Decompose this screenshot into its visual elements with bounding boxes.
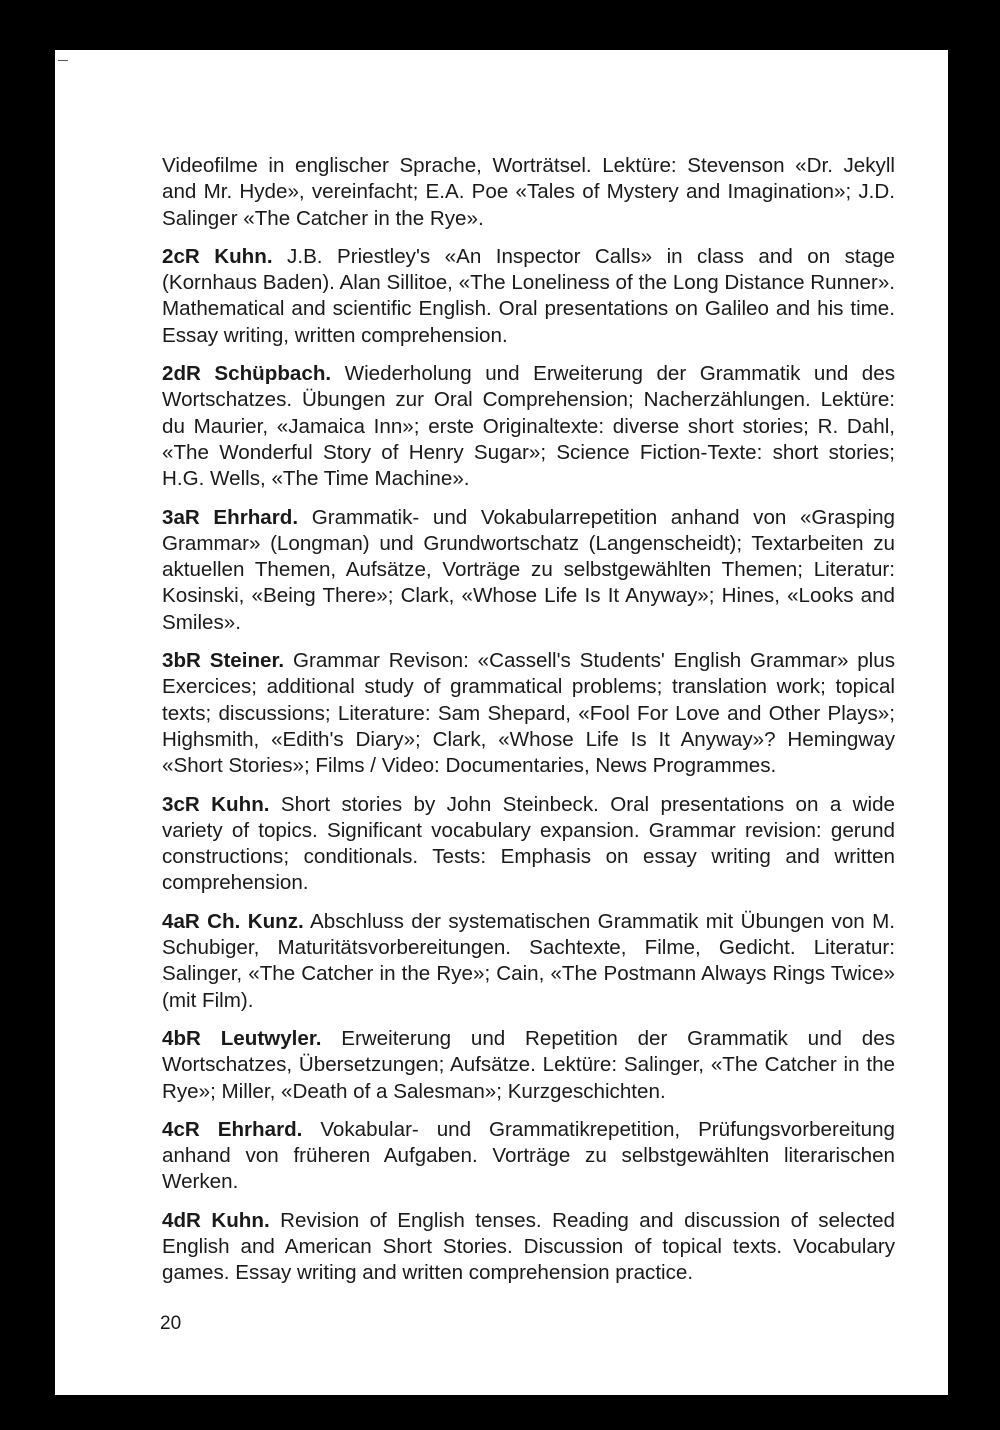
paragraph-2dr (162, 361, 895, 492)
paragraph-3br (162, 648, 895, 779)
paragraph-4br (162, 1026, 895, 1105)
paragraph-body: J.B. Priestley's «An Inspector Calls» in class and on stage (Kornhaus Baden). Alan Sillitoe, «The Loneliness of the Long Distance Runner». Mathematical and scientific English. Oral presentations on Galileo and his time. Essay writing, written comprehension. (162, 244, 895, 347)
paragraph-body: Grammar Revison: «Cassell's Students' English Grammar» plus Exercices; additional study of grammatical problems; translation work; topical texts; discussions; Literature: Sam Shepard, «Fool For Love and Other Plays»; Highsmith, «Edith's Diary»; Clark, «Whose Life Is It Anyway»? Hemingway «Short Stories»; Films / Video: Documentaries, News Programmes. (162, 649, 895, 778)
paragraph-intro (162, 153, 895, 232)
paragraph-2cr (162, 244, 895, 349)
document-page (55, 50, 948, 1395)
paragraph-4ar (162, 909, 895, 1014)
page-number: 20 (160, 1313, 182, 1334)
paragraph-3ar (162, 505, 895, 636)
scan-mark (58, 60, 68, 61)
class-heading: 2cR Kuhn. (162, 244, 273, 268)
paragraph-body: Abschluss der systematischen Grammatik mit Übungen von M. Schubiger, Maturitätsvorbereitungen. Sachtexte, Filme, Gedicht. Literatur: Salinger, «The Catcher in the Rye»; Cain, «The Postmann Always Rings Twice» (mit Film). (162, 909, 895, 1012)
paragraph-3cr (162, 792, 895, 897)
paragraph-body: Wiederholung und Erweiterung der Grammatik und des Wortschatzes. Übungen zur Oral Comprehension; Nacherzählungen. Lektüre: du Maurier, «Jamaica Inn»; erste Originaltexte: diverse short stories; R. Dahl, «The Wonderful Story of Henry Sugar»; Science Fiction-Texte: short stories; H.G. Wells, «The Time Machine». (162, 362, 895, 491)
page-content (162, 153, 895, 1299)
paragraph-body: Short stories by John Steinbeck. Oral presentations on a wide variety of topics. Significant vocabulary expansion. Grammar revision: gerund constructions; conditionals. Tests: Emphasis on essay writing and written comprehension. (162, 792, 895, 895)
paragraph-4cr (162, 1117, 895, 1196)
class-heading: 4dR Kuhn. (162, 1208, 270, 1232)
paragraph-body: Grammatik- und Vokabularrepetition anhand von «Grasping Grammar» (Longman) und Grundwortschatz (Langenscheidt); Textarbeiten zu aktuellen Themen, Aufsätze, Vorträge zu selbstgewählten Themen; Literatur: Kosinski, «Being There»; Clark, «Whose Life Is It Anyway»; Hines, «Looks and Smiles». (162, 505, 895, 634)
paragraph-body: Erweiterung und Repetition der Grammatik und des Wortschatzes, Übersetzungen; Aufsätze. Lektüre: Salinger, «The Catcher in the Rye»; Miller, «Death of a Salesman»; Kurzgeschichten. (162, 1026, 895, 1103)
class-heading: 4bR Leutwyler. (162, 1026, 322, 1050)
class-heading: 4aR Ch. Kunz. (162, 909, 304, 933)
class-heading: 3cR Kuhn. (162, 792, 270, 816)
class-heading: 3bR Steiner. (162, 649, 285, 673)
paragraph-4dr (162, 1208, 895, 1287)
paragraph-body: Vokabular- und Grammatikrepetition, Prüfungsvorbereitung anhand von früheren Aufgaben. Vorträge zu selbstgewählten literarischen Werken. (162, 1117, 895, 1194)
paragraph-body: Revision of English tenses. Reading and discussion of selected English and American Short Stories. Discussion of topical texts. Vocabulary games. Essay writing and written comprehension practice. (162, 1208, 896, 1285)
paragraph-body: Videofilme in englischer Sprache, Worträtsel. Lektüre: Stevenson «Dr. Jekyll and Mr. Hyde», vereinfacht; E.A. Poe «Tales of Mystery and Imagination»; J.D. Salinger «The Catcher in the Rye». (162, 154, 895, 230)
class-heading: 4cR Ehrhard. (162, 1117, 303, 1141)
class-heading: 3aR Ehrhard. (162, 505, 299, 529)
class-heading: 2dR Schüpbach. (162, 362, 332, 386)
